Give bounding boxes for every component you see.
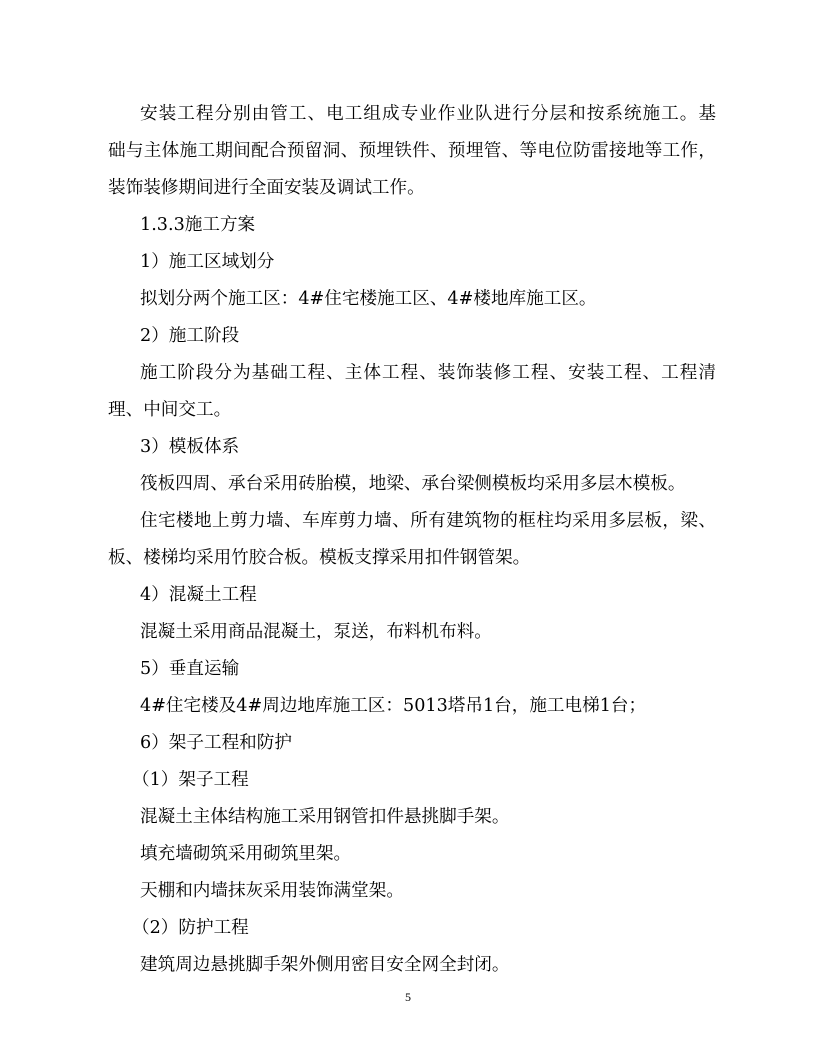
subsection-heading: 2）施工阶段	[140, 326, 240, 346]
subsection-heading: 4）混凝土工程	[140, 585, 257, 605]
paragraph-line: 安装工程分别由管工、电工组成专业作业队进行分层和按系统施工。基	[140, 104, 716, 124]
page-number: 5	[405, 990, 411, 1004]
subsection-heading: 1）施工区域划分	[140, 252, 275, 272]
paragraph-line: 装饰装修期间进行全面安装及调试工作。	[108, 178, 425, 198]
paragraph-line: 施工阶段分为基础工程、主体工程、装饰装修工程、安装工程、工程清	[140, 363, 716, 383]
subsection-heading: 6）架子工程和防护	[140, 733, 292, 753]
paragraph-line: 填充墙砌筑采用砌筑里架。	[140, 844, 352, 864]
paragraph-line: 理、中间交工。	[108, 400, 232, 420]
subsection-heading: （1）架子工程	[132, 770, 249, 790]
subsection-heading: 3）模板体系	[140, 437, 240, 457]
subsection-heading: （2）防护工程	[132, 918, 249, 938]
paragraph-line: 混凝土采用商品混凝土，泵送，布料机布料。	[140, 622, 492, 642]
paragraph-line: 住宅楼地上剪力墙、车库剪力墙、所有建筑物的框柱均采用多层板，梁、	[140, 511, 716, 531]
paragraph-line: 建筑周边悬挑脚手架外侧用密目安全网全封闭。	[140, 955, 510, 975]
paragraph-line: 天棚和内墙抹灰采用装饰满堂架。	[140, 881, 404, 901]
section-heading: 1.3.3施工方案	[140, 215, 256, 235]
paragraph-line: 础与主体施工期间配合预留洞、预埋铁件、预埋管、等电位防雷接地等工作，	[108, 141, 716, 161]
paragraph-line: 筏板四周、承台采用砖胎模，地梁、承台梁侧模板均采用多层木模板。	[140, 474, 686, 494]
paragraph-line: 4#住宅楼及4#周边地库施工区：5013塔吊1台，施工电梯1台；	[140, 696, 647, 716]
paragraph-line: 板、楼梯均采用竹胶合板。模板支撑采用扣件钢管架。	[108, 548, 531, 568]
subsection-heading: 5）垂直运输	[140, 659, 240, 679]
paragraph-line: 混凝土主体结构施工采用钢管扣件悬挑脚手架。	[140, 807, 510, 827]
paragraph-line: 拟划分两个施工区：4#住宅楼施工区、4#楼地库施工区。	[140, 289, 597, 309]
